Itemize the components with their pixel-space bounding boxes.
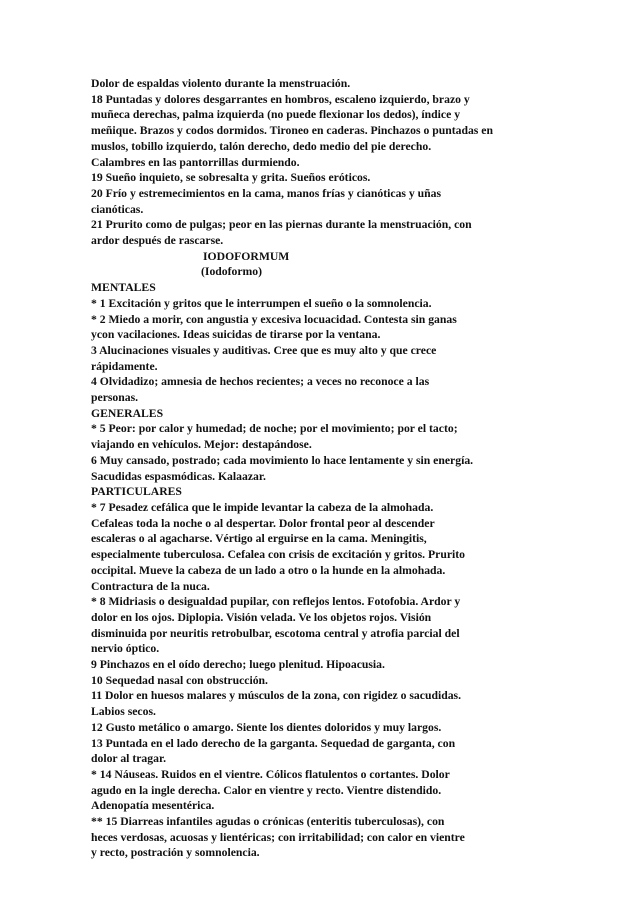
text-line: 21 Prurito como de pulgas; peor en las piernas durante la menstruación, con <box>91 218 472 232</box>
text-line: disminuida por neuritis retrobulbar, escotoma central y atrofia parcial del <box>91 626 460 640</box>
text-line: ardor después de rascarse. <box>91 234 224 248</box>
text-line: especialmente tuberculosa. Cefalea con crisis de excitación y gritos. Prurito <box>91 548 466 562</box>
text-line: ** 15 Diarreas infantiles agudas o crónicas (enteritis tuberculosas), con <box>91 815 445 829</box>
text-line: 11 Dolor en huesos malares y músculos de la zona, con rigidez o sacudidas. <box>91 689 462 703</box>
text-line: * 1 Excitación y gritos que le interrumpen el sueño o la somnolencia. <box>91 296 432 310</box>
text-line: muslos, tobillo izquierdo, talón derecho, dedo medio del pie derecho. <box>91 139 432 153</box>
text-line: Calambres en las pantorrillas durmiendo. <box>91 155 300 169</box>
text-line: 20 Frío y estremecimientos en la cama, manos frías y cianóticas y uñas <box>91 186 442 200</box>
text-line: 18 Puntadas y dolores desgarrantes en hombros, escaleno izquierdo, brazo y <box>91 92 470 106</box>
text-line: dolor en los ojos. Diplopia. Visión velada. Ve los objetos rojos. Visión <box>91 610 432 624</box>
text-block-before <box>91 76 631 249</box>
text-line: ycon vacilaciones. Ideas suicidas de tirarse por la ventana. <box>91 328 381 342</box>
remedy-subtitle: (Iodoformo) <box>201 265 263 279</box>
text-line: heces verdosas, acuosas y lientéricas; con irritabilidad; con calor en vientre <box>91 830 465 844</box>
text-line: meñique. Brazos y codos dormidos. Tironeo en caderas. Pinchazos o puntadas en <box>91 124 493 138</box>
text-line: 10 Sequedad nasal con obstrucción. <box>91 673 268 687</box>
text-line: rápidamente. <box>91 359 158 373</box>
text-line: Dolor de espaldas violento durante la menstruación. <box>91 77 351 90</box>
text-line: Contractura de la nuca. <box>91 579 210 593</box>
text-line: 19 Sueño inquieto, se sobresalta y grita. Sueños eróticos. <box>91 171 371 185</box>
text-line: * 7 Pesadez cefálica que le impide levantar la cabeza de la almohada. <box>91 500 434 514</box>
text-line: * 8 Midriasis o desigualdad pupilar, con reflejos lentos. Fotofobia. Ardor y <box>91 595 461 609</box>
text-line: personas. <box>91 391 139 405</box>
text-line: y recto, postración y somnolencia. <box>91 846 260 860</box>
section-heading-particulares: PARTICULARES <box>91 485 182 499</box>
text-line: Sacudidas espasmódicas. Kalaazar. <box>91 469 266 483</box>
text-line: nervio óptico. <box>91 642 160 656</box>
text-line: * 14 Náuseas. Ruidos en el vientre. Cólicos flatulentos o cortantes. Dolor <box>91 767 450 781</box>
text-line: 3 Alucinaciones visuales y auditivas. Cree que es muy alto y que crece <box>91 343 437 357</box>
section-heading-mentales: MENTALES <box>91 281 156 295</box>
remedy-title: IODOFORMUM <box>203 249 290 263</box>
text-line: dolor al tragar. <box>91 752 166 766</box>
text-line: agudo en la ingle derecha. Calor en vientre y recto. Vientre distendido. <box>91 783 442 797</box>
text-line: Cefaleas toda la noche o al despertar. Dolor frontal peor al descender <box>91 516 435 530</box>
text-line: escaleras o al agacharse. Vértigo al erguirse en la cama. Meningitis, <box>91 532 427 546</box>
text-line: viajando en vehículos. Mejor: destapándose. <box>91 438 312 452</box>
text-line: 4 Olvidadizo; amnesia de hechos recientes; a veces no reconoce a las <box>91 375 430 389</box>
text-line: Labios secos. <box>91 705 156 719</box>
text-block-after <box>91 280 631 861</box>
section-heading-generales: GENERALES <box>91 406 164 420</box>
text-line: 12 Gusto metálico o amargo. Siente los dientes doloridos y muy largos. <box>91 720 442 734</box>
text-line: 6 Muy cansado, postrado; cada movimiento lo hace lentamente y sin energía. <box>91 453 474 467</box>
text-line: 9 Pinchazos en el oído derecho; luego plenitud. Hipoacusia. <box>91 658 385 672</box>
text-line: * 5 Peor: por calor y humedad; de noche; por el movimiento; por el tacto; <box>91 422 458 436</box>
text-line: Adenopatía mesentérica. <box>91 799 215 813</box>
text-line: 13 Puntada en el lado derecho de la garganta. Sequedad de garganta, con <box>91 736 456 750</box>
text-line: cianóticas. <box>91 202 144 216</box>
text-line: occipital. Mueve la cabeza de un lado a otro o la hunde en la almohada. <box>91 563 446 577</box>
text-line: muñeca derechas, palma izquierda (no puede flexionar los dedos), índice y <box>91 108 461 122</box>
document-page <box>91 76 631 861</box>
text-line: * 2 Miedo a morir, con angustia y excesiva locuacidad. Contesta sin ganas <box>91 312 457 326</box>
